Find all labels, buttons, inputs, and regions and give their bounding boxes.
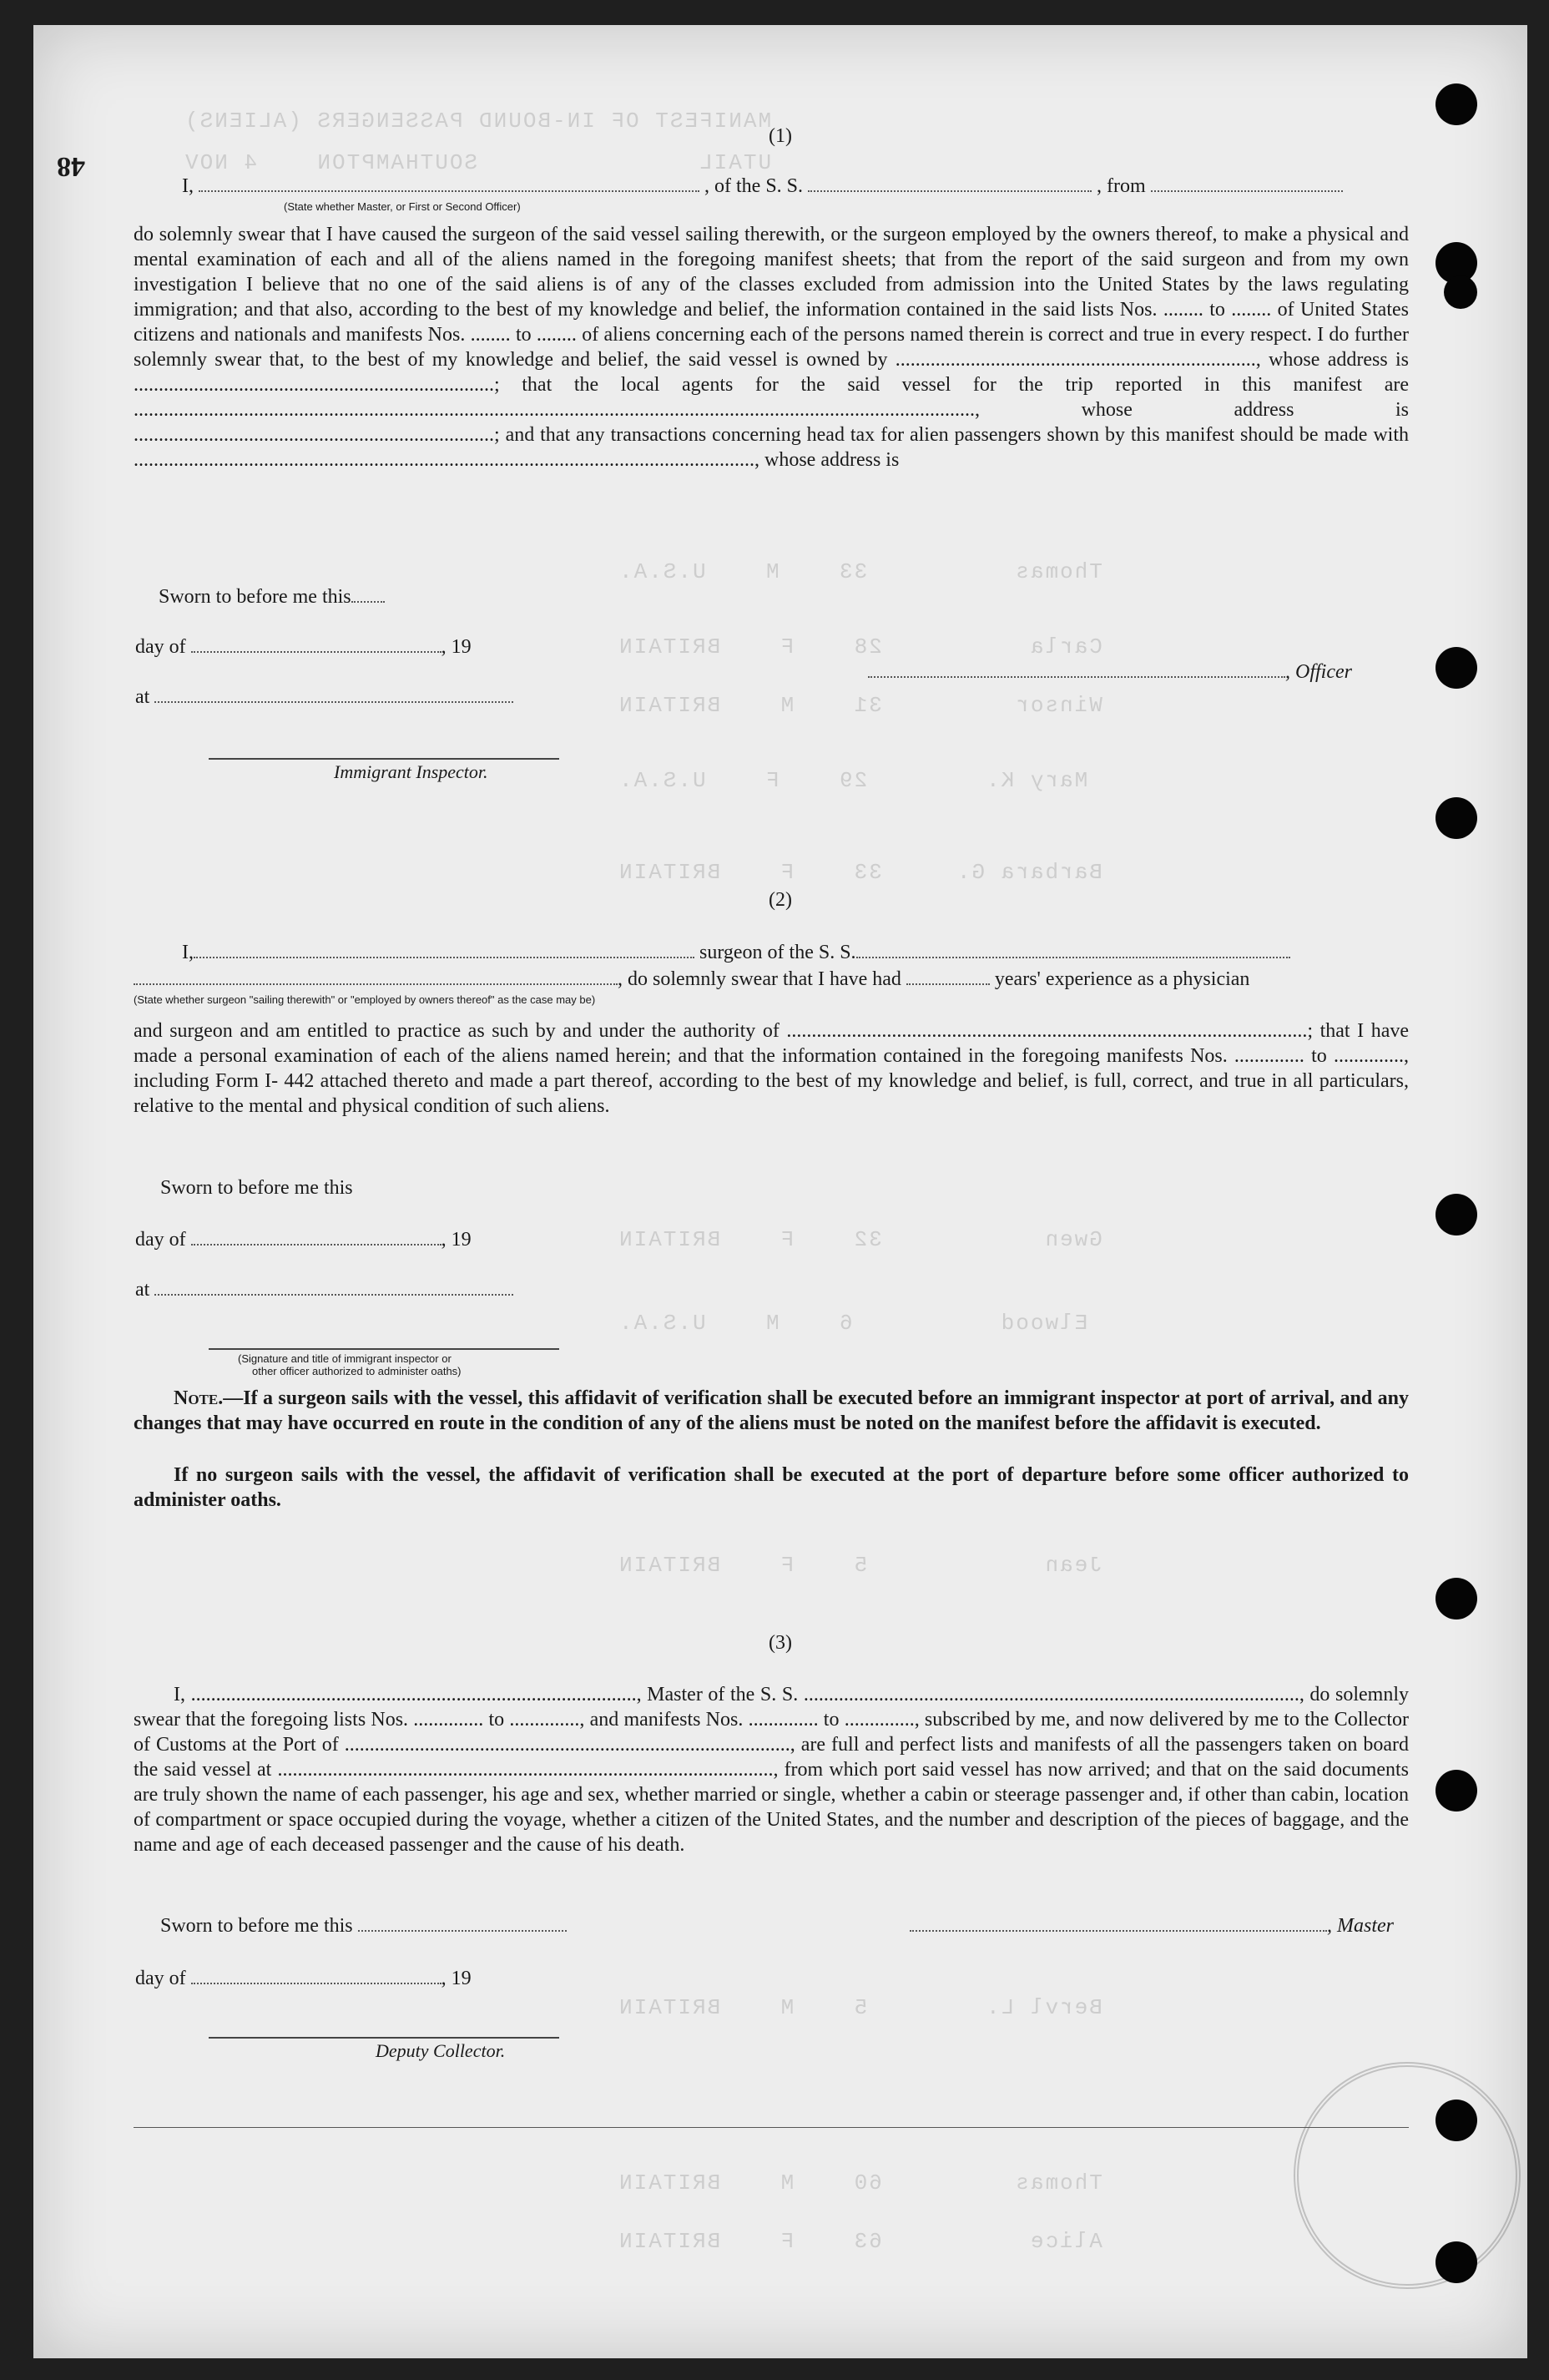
bleed-through-text: MANIFEST OF IN-BOUND PASSENGERS (ALIENS) [184,109,772,134]
bleed-through-text: Alice 63 F BRITAIN [618,2229,1102,2254]
line-text: Sworn to before me this [159,586,351,608]
bleed-through-text: Elwood 6 M U.S.A. [618,1311,1088,1336]
punch-hole [1444,275,1477,309]
punch-hole [1435,2100,1477,2141]
line-text: I, [182,942,194,963]
bleed-through-text: Carla 28 F BRITAIN [618,634,1102,659]
blank-field [910,1915,1327,1932]
line-text: day of [135,1968,186,1989]
section-3-day [135,1966,472,1991]
line-text: , do solemnly swear that I have had [618,968,901,990]
line-text: I, [182,175,194,197]
line-text: , 19 [441,636,472,658]
section-2-day [135,1227,472,1252]
blank-field [154,686,513,703]
blank-field [199,175,699,192]
punch-hole [1435,797,1477,839]
section-2-at [135,1277,513,1302]
bleed-through-text: Mary K. 29 F U.S.A. [618,768,1088,793]
section-1-line1 [182,174,1409,199]
bleed-through-text: UTAIL SOUTHAMPTON 4 NOV [184,150,772,175]
section-3-sworn [160,1913,567,1938]
page-number: 48 [57,151,85,182]
verification-note [134,1386,1409,1436]
blank-field [856,942,1290,958]
note-label: Note. [174,1387,224,1409]
page-bottom-rule [134,2127,1409,2128]
section-1-number: (1) [769,125,792,147]
section-1-officer-note: (State whether Master, or First or Second Officer) [284,200,521,213]
section-1-at [135,685,513,710]
blank-field [808,175,1092,192]
bleed-through-text: Thomas 33 M U.S.A. [618,559,1102,584]
line-text: day of [135,1229,186,1251]
bleed-through-text: Jean 5 F BRITAIN [618,1553,1102,1578]
bleed-through-text: Winsor 31 M BRITAIN [618,693,1102,718]
blank-field [868,661,1285,678]
section-1-paragraph: do solemnly swear that I have caused the surgeon of the said vessel sailing therewith, or the surgeon employed by the owners thereof, to make a physical and mental examination of each and all of the aliens named in the foregoing manifest sheets; that from the report of the said surgeon and from my own investigation I believe that no one of the said aliens is of any of the classes excluded from admission into the United States by the laws regulating immigration; and that also, according to the best of my knowledge and belief, the information contained in the said lists Nos. ........ to ........ of United States citizens and nationals and manifests Nos. ........ to ........ of aliens concerning each of the persons named therein is correct and true in every respect. I do further solemnly swear that, to the best of my knowledge and belief, the said vessel is owned by ........................................................................, whose address is ........................................................................; that the local agents for the said vessel for the trip reported in this manifest are ........................................................................................................................................................................, whose address is ........................................................................; and that any transactions concerning head tax for alien passengers shown by this manifest should be made with ............................................................................................................................, whose address is [134,224,1409,471]
blank-field [351,586,385,603]
blank-field [194,942,694,958]
line-text: surgeon of the S. S. [699,942,856,963]
faded-stamp [1294,2062,1521,2289]
punch-hole [1435,647,1477,689]
line-text: at [135,1279,150,1301]
line-text: Sworn to before me this [160,1915,353,1937]
section-2-line1 [182,940,1290,965]
bleed-through-text: Thomas 60 M BRITAIN [618,2170,1102,2196]
signature-line [209,1348,559,1350]
punch-hole [1435,2241,1477,2283]
blank-field [191,1229,441,1246]
blank-field [906,968,990,985]
blank-field [358,1915,567,1932]
section-2-signature-note: other officer authorized to administer oaths) [252,1365,462,1377]
section-1-officer [868,659,1352,685]
section-3-paragraph: I, ........................................................................................., Master of the S. S. ..................................................................................................., do solemnly swear that the foregoing lists Nos. .............. to .............., and manifests Nos. .............. to .............., subscribed by me, and now delivered by me to the Collector of Customs at the Port of ........................................................................................., are full and perfect lists and manifests of all the passengers taken on board the said vessel at ..................................................................................................., from which port said vessel has now arrived; and that on the said documents are truly shown the name of each passenger, his age and sex, whether married or single, whether a cabin or steerage passenger and, if other than cabin, location of compartment or space occupied during the voyage, whether a citizen of the United States, and the number and description of the pieces of baggage, and the name and age of each deceased passenger and the cause of his death. [134,1684,1409,1856]
blank-field [154,1279,513,1296]
section-3-deputy-label: Deputy Collector. [376,2040,506,2061]
section-1-sworn [159,584,385,609]
section-3-number: (3) [769,1632,792,1654]
verification-note-2: If no surgeon sails with the vessel, the affidavit of verification shall be executed at the port of departure before some officer authorized to administer oaths. [134,1464,1409,1511]
punch-hole [1435,1194,1477,1235]
line-text: , Officer [1285,661,1352,683]
signature-line [209,758,559,760]
punch-hole [1435,1770,1477,1812]
line-text: , Master [1327,1915,1394,1937]
line-text: day of [135,636,186,658]
section-2-number: (2) [769,889,792,911]
line-text: , 19 [441,1968,472,1989]
signature-line [209,2037,559,2039]
blank-field [134,968,618,985]
blank-field [1151,175,1343,192]
line-text: Sworn to before me this [160,1177,353,1199]
punch-hole [1435,83,1477,125]
section-2-line2 [134,967,1249,992]
bleed-through-text: Bervl L. 5 M BRITAIN [618,1995,1102,2020]
line-text: years' experience as a physician [994,968,1250,990]
bleed-through-text: Gwen 32 F BRITAIN [618,1227,1102,1252]
note-text: —If a surgeon sails with the vessel, this affidavit of verification shall be executed before an immigrant inspector at port of arrival, and any changes that may have occurred en route in the condition of any of the aliens must be noted on the manifest before the affidavit is executed. [134,1387,1409,1434]
section-2-sworn [160,1175,353,1200]
section-3-master [910,1913,1394,1938]
section-2-paragraph: and surgeon and am entitled to practice as such by and under the authority of ........................................................................................................; that I have made a personal examination of each of the aliens named herein; and that the information contained in the foregoing manifests Nos. .............. to .............., including Form I- 442 attached thereto and made a part thereof, according to the best of my knowledge and belief, is full, correct, and true in all particulars, relative to the mental and physical condition of such aliens. [134,1020,1409,1117]
section-2-signature-note: (Signature and title of immigrant inspector or [238,1352,452,1365]
section-2-surgeon-note: (State whether surgeon "sailing therewith" or "employed by owners thereof" as the case may be) [134,993,596,1006]
bleed-through-text: Barbara G. 33 F BRITAIN [618,860,1102,885]
section-1-inspector-label: Immigrant Inspector. [334,761,488,782]
line-text: , of the S. S. [704,175,804,197]
blank-field [191,1968,441,1984]
section-1-day [135,634,472,659]
line-text: , 19 [441,1229,472,1251]
line-text: at [135,686,150,708]
line-text: , from [1097,175,1146,197]
manifest-page [33,25,1527,2358]
blank-field [191,636,441,653]
punch-hole [1435,1578,1477,1620]
